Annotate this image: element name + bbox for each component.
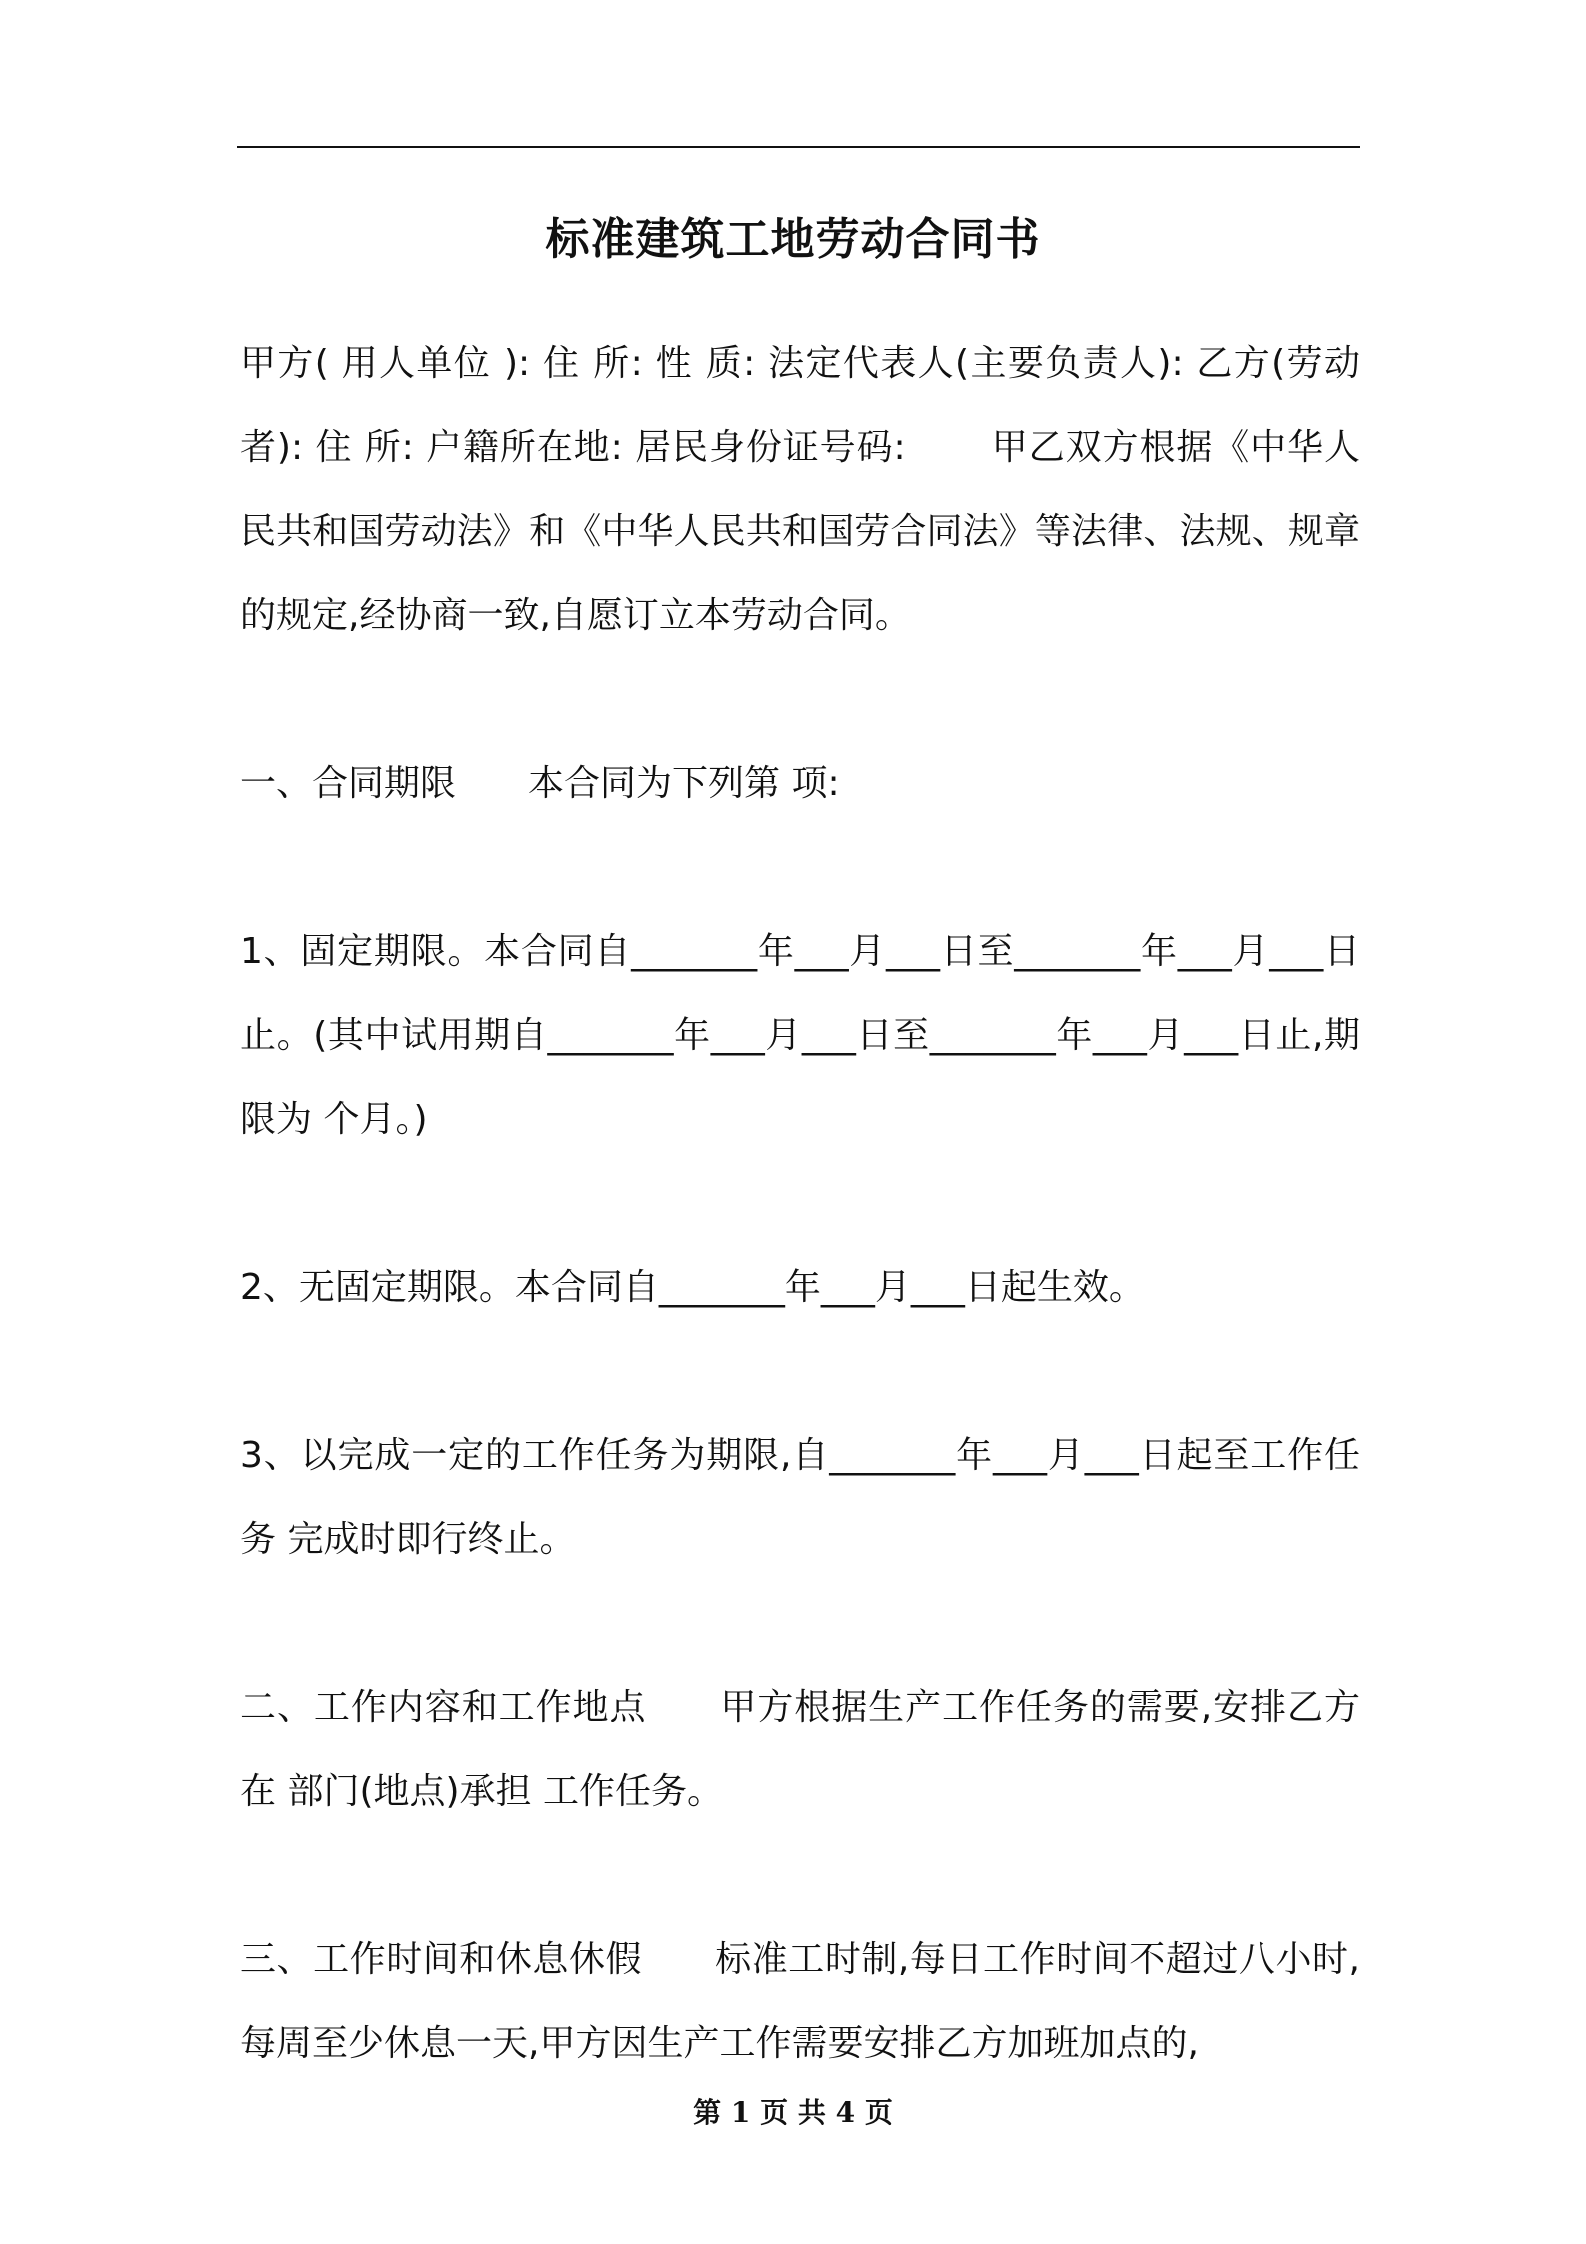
section-working-hours: 三、工作时间和休息休假 标准工时制,每日工作时间不超过八小时,每周至少休息一天,甲方因生产工作需要安排乙方加班加点的,	[240, 1939, 1360, 2064]
paragraph-spacer	[240, 1834, 1360, 1918]
term-option-open-ended: 2、无固定期限。本合同自_______年___月___日起生效。	[240, 1267, 1145, 1308]
paragraph-spacer	[240, 826, 1360, 910]
term-option-fixed: 1、固定期限。本合同自_______年___月___日至_______年___月___日止。(其中试用期自_______年___月___日至_______年___月___日止,期限为 个月。)	[240, 931, 1360, 1140]
paragraph-spacer	[240, 658, 1360, 742]
term-option-task-based: 3、以完成一定的工作任务为期限,自_______年___月___日起至工作任务 完成时即行终止。	[240, 1435, 1360, 1560]
paragraph-spacer	[240, 1162, 1360, 1246]
section-work-content: 二、工作内容和工作地点 甲方根据生产工作任务的需要,安排乙方在 部门(地点)承担 工作任务。	[240, 1687, 1360, 1812]
parties-paragraph: 甲方( 用人单位 ): 住 所: 性 质: 法定代表人(主要负责人): 乙方(劳动者): 住 所: 户籍所在地: 居民身份证号码: 甲乙双方根据《中华人民共和国劳动法》和《中华人民共和国劳合同法》等法律、法规、规章的规定,经协商一致,自愿订立本劳动合同。	[240, 343, 1360, 636]
paragraph-spacer	[240, 1582, 1360, 1666]
paragraph-spacer	[240, 1330, 1360, 1414]
header-rule	[237, 146, 1360, 148]
document-body	[240, 322, 1360, 2086]
document-title: 标准建筑工地劳动合同书	[545, 214, 1041, 265]
page-number: 第 1 页 共 4 页	[693, 2096, 893, 2129]
section-contract-term: 一、合同期限 本合同为下列第 项:	[240, 763, 840, 804]
